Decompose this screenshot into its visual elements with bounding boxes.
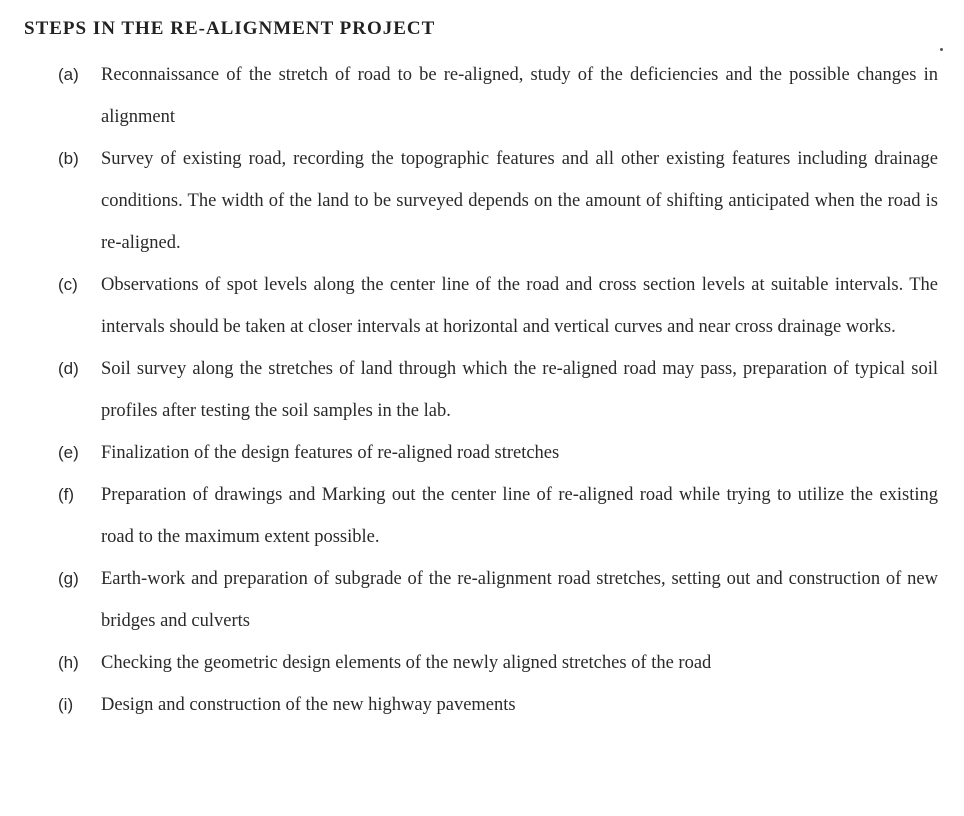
page-title: STEPS IN THE RE-ALIGNMENT PROJECT [24,18,436,39]
step-e [58,432,938,474]
step-marker: (e) [58,443,79,462]
step-marker: (i) [58,695,74,714]
step-text: Survey of existing road, recording the topographic features and all other existing features including drainage conditions. The width of the land to be surveyed depends on the amount of shifting anticipated when the road is re-aligned. [101,149,938,253]
step-text: Preparation of drawings and Marking out the center line of re-aligned road while trying to utilize the existing road to the maximum extent possible. [101,485,938,547]
step-text: Reconnaissance of the stretch of road to be re-aligned, study of the deficiencies and the possible changes in alignment [101,65,938,127]
step-text: Soil survey along the stretches of land through which the re-aligned road may pass, preparation of typical soil profiles after testing the soil samples in the lab. [101,359,938,421]
step-d [58,348,938,432]
step-text: Earth-work and preparation of subgrade of the re-alignment road stretches, setting out and construction of new bridges and culverts [101,569,938,631]
scan-speck [940,48,943,51]
step-c [58,264,938,348]
step-g [58,558,938,642]
step-marker: (g) [58,569,79,588]
step-b [58,138,938,264]
steps-list [58,54,938,726]
step-a [58,54,938,138]
step-marker: (f) [58,485,75,504]
step-marker: (b) [58,149,79,168]
step-text: Finalization of the design features of re-aligned road stretches [101,443,560,463]
step-text: Checking the geometric design elements of the newly aligned stretches of the road [101,653,712,673]
step-marker: (d) [58,359,79,378]
step-f [58,474,938,558]
step-i [58,684,938,726]
step-marker: (a) [58,65,79,84]
step-marker: (h) [58,653,79,672]
step-text: Observations of spot levels along the center line of the road and cross section levels at suitable intervals. The intervals should be taken at closer intervals at horizontal and vertical curves and near cross drainage works. [101,275,938,337]
step-marker: (c) [58,275,78,294]
step-h [58,642,938,684]
step-text: Design and construction of the new highway pavements [101,695,516,715]
